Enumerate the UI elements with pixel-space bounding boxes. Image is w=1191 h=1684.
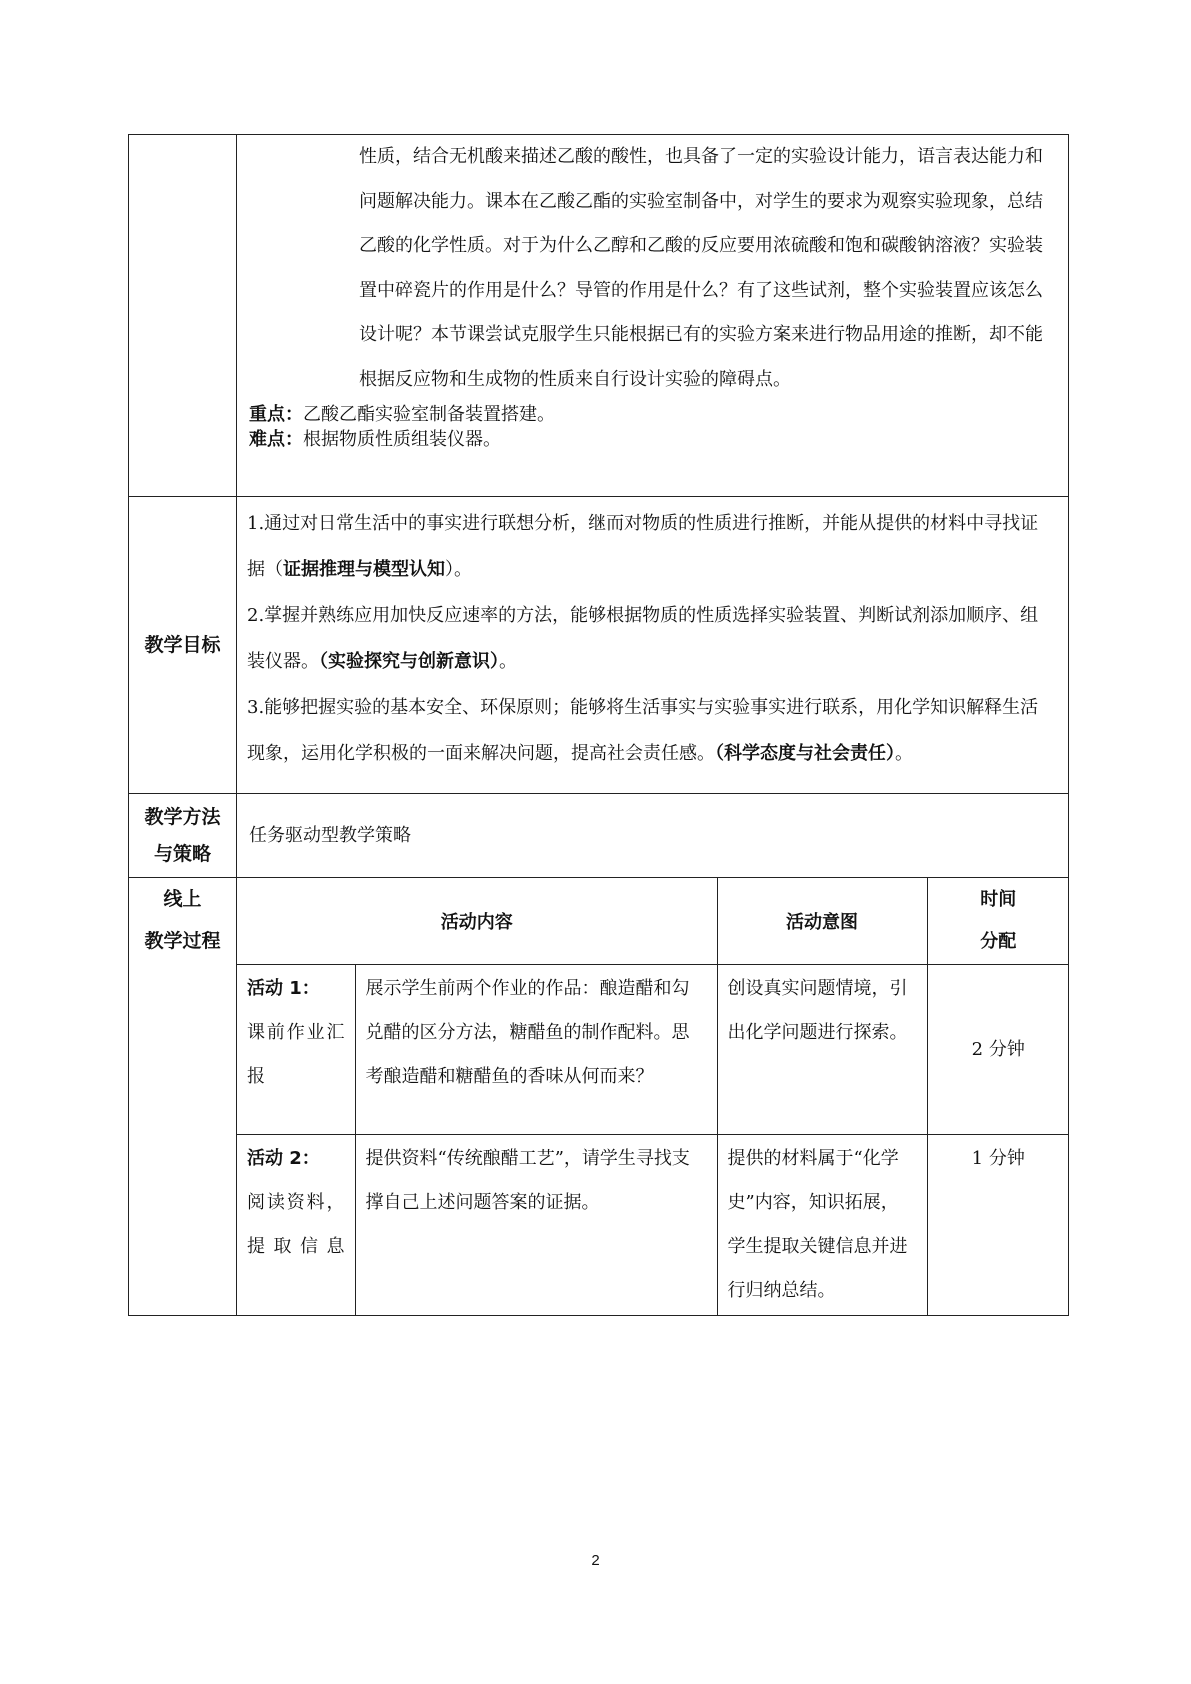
activity-1-name: 课前作业汇报 [247, 1022, 345, 1087]
activity-1-title: 活动 1： [247, 978, 320, 999]
analysis-content-cell [237, 135, 1069, 497]
method-text: 任务驱动型教学策略 [249, 824, 411, 846]
goal-item-1: 1.通过对日常生活中的事实进行联想分析，继而对物质的性质进行推断，并能从提供的材料中寻找证据（证据推理与模型认知）。 [247, 513, 1039, 580]
key-point-text: 乙酸乙酯实验室制备装置搭建。 [303, 404, 555, 425]
goal-competency-1: 证据推理与模型认知 [283, 559, 445, 580]
activity-1-time: 2 分钟 [927, 965, 1069, 1135]
activity-1-content: 展示学生前两个作业的作品：酿造醋和勾兑醋的区分方法，糖醋鱼的制作配料。思考酿造醋和糖醋鱼的香味从何而来？ [355, 965, 717, 1135]
analysis-label-cell [129, 135, 237, 497]
activity-1-name-cell [237, 965, 355, 1135]
key-point-label: 重点： [249, 404, 303, 425]
activity-2-content: 提供资料“传统酿醋工艺”，请学生寻找支撑自己上述问题答案的证据。 [355, 1135, 717, 1316]
activity-2-name: 阅读资料，提取信息 [247, 1192, 345, 1257]
header-activity-intent: 活动意图 [717, 878, 927, 965]
activity-2-title: 活动 2： [247, 1148, 320, 1169]
difficult-point [249, 427, 1056, 452]
activity-header-row [237, 878, 1069, 965]
goal-competency-2: （实验探究与创新意识） [319, 651, 499, 672]
activity-1-intent: 创设真实问题情境，引出化学问题进行探索。 [717, 965, 927, 1135]
analysis-paragraph: 性质，结合无机酸来描述乙酸的酸性，也具备了一定的实验设计能力，语言表达能力和问题解决能力。课本在乙酸乙酯的实验室制备中，对学生的要求为观察实验现象，总结乙酸的化学性质。对于为什么乙醇和乙酸的反应要用浓硫酸和饱和碳酸钠溶液？实验装置中碎瓷片的作用是什么？导管的作用是什么？有了这些试剂，整个实验装置应该怎么设计呢？本节课尝试克服学生只能根据已有的实验方案来进行物品用途的推断，却不能根据反应物和生成物的性质来自行设计实验的障碍点。 [359, 146, 1043, 390]
key-point [249, 402, 1056, 427]
header-activity-content: 活动内容 [237, 878, 717, 965]
activity-2-intent: 提供的材料属于“化学史”内容，知识拓展，学生提取关键信息并进行归纳总结。 [717, 1135, 927, 1316]
process-content-cell [237, 878, 1069, 1316]
method-content-cell [237, 794, 1069, 878]
activity-2-time: 1 分钟 [927, 1135, 1069, 1316]
process-label: 线上 教学过程 [129, 878, 237, 1316]
method-label: 教学方法 与策略 [129, 794, 237, 878]
difficult-point-label: 难点： [249, 429, 303, 450]
goal-item-2: 2.掌握并熟练应用加快反应速率的方法，能够根据物质的性质选择实验装置、判断试剂添加顺序、组装仪器。（实验探究与创新意识）。 [247, 605, 1039, 672]
goal-item-3: 3.能够把握实验的基本安全、环保原则；能够将生活事实与实验事实进行联系，用化学知识解释生活现象，运用化学积极的一面来解决问题，提高社会责任感。（科学态度与社会责任）。 [247, 697, 1039, 764]
activity-2-name-cell [237, 1135, 355, 1316]
goals-row [129, 497, 1069, 794]
activity-table [237, 878, 1069, 1315]
lesson-plan-table [128, 134, 1069, 1316]
header-time: 时间 分配 [927, 878, 1069, 965]
table-row [237, 1135, 1069, 1316]
method-row [129, 794, 1069, 878]
page-number: 2 [591, 1552, 600, 1569]
table-row [237, 965, 1069, 1135]
goals-content-cell [237, 497, 1069, 794]
goals-label: 教学目标 [129, 497, 237, 794]
process-row [129, 878, 1069, 1316]
analysis-row [129, 135, 1069, 497]
difficult-point-text: 根据物质性质组装仪器。 [303, 429, 501, 450]
goal-competency-3: （科学态度与社会责任） [715, 743, 895, 764]
